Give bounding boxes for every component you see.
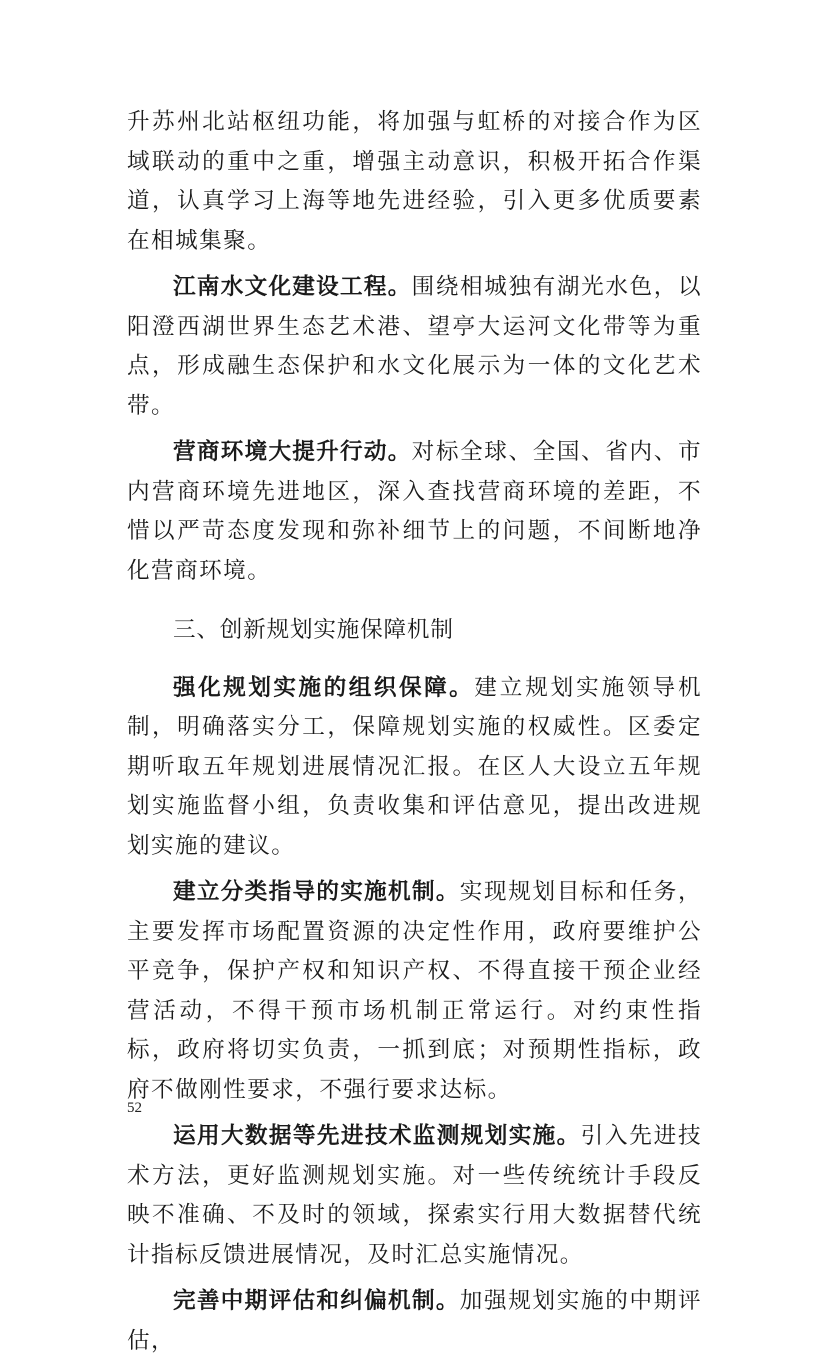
paragraph-jiangnan-water-culture (127, 268, 702, 426)
paragraph-text: 升苏州北站枢纽功能，将加强与虹桥的对接合作为区域联动的重中之重，增强主动意识，积极开拓合作渠道，认真学习上海等地先进经验，引入更多优质要素在相城集聚。 (127, 109, 702, 254)
paragraph-text: 围绕相城独有湖光水色，以阳澄西湖世界生态艺术港、望亭大运河文化带等为重点，形成融生态保护和水文化展示为一体的文化艺术带。 (127, 274, 702, 419)
paragraph-classified-guidance (127, 873, 702, 1110)
section-heading: 三、创新规划实施保障机制 (173, 617, 454, 643)
page-number: 52 (127, 1100, 142, 1116)
paragraph-text: 加强规划实施的中期评估， (127, 1288, 703, 1354)
paragraph-continuation (127, 103, 702, 261)
paragraph-lead: 完善中期评估和纠偏机制。 (173, 1288, 460, 1314)
paragraph-lead: 江南水文化建设工程。 (173, 274, 412, 300)
paragraph-text: 建立规划实施领导机制，明确落实分工，保障规划实施的权威性。区委定期听取五年规划进展情况汇报。在区人大设立五年规划实施监督小组，负责收集和评估意见，提出改进规划实施的建议。 (127, 674, 702, 859)
paragraph-lead: 强化规划实施的组织保障。 (173, 674, 475, 701)
paragraph-midterm-evaluation (127, 1282, 702, 1361)
paragraph-lead: 建立分类指导的实施机制。 (173, 879, 460, 905)
paragraph-text: 对标全球、全国、省内、市内营商环境先进地区，深入查找营商环境的差距，不惜以严苛态度发现和弥补细节上的问题，不间断地净化营商环境。 (127, 439, 702, 584)
paragraph-text: 实现规划目标和任务，主要发挥市场配置资源的决定性作用，政府要维护公平竞争，保护产权和知识产权、不得直接干预企业经营活动，不得干预市场机制正常运行。对约束性指标，政府将切实负责，一抓到底；对预期性指标，政府不做刚性要求，不强行要求达标。 (127, 879, 703, 1103)
page-body (127, 103, 702, 1361)
paragraph-business-environment (127, 433, 702, 591)
paragraph-organizational-guarantee (127, 669, 702, 867)
paragraph-big-data-monitoring (127, 1117, 702, 1275)
paragraph-lead: 营商环境大提升行动。 (173, 439, 412, 465)
paragraph-text: 引入先进技术方法，更好监测规划实施。对一些传统统计手段反映不准确、不及时的领域，探索实行用大数据替代统计指标反馈进展情况，及时汇总实施情况。 (127, 1123, 702, 1268)
paragraph-lead: 运用大数据等先进技术监测规划实施。 (173, 1123, 581, 1149)
